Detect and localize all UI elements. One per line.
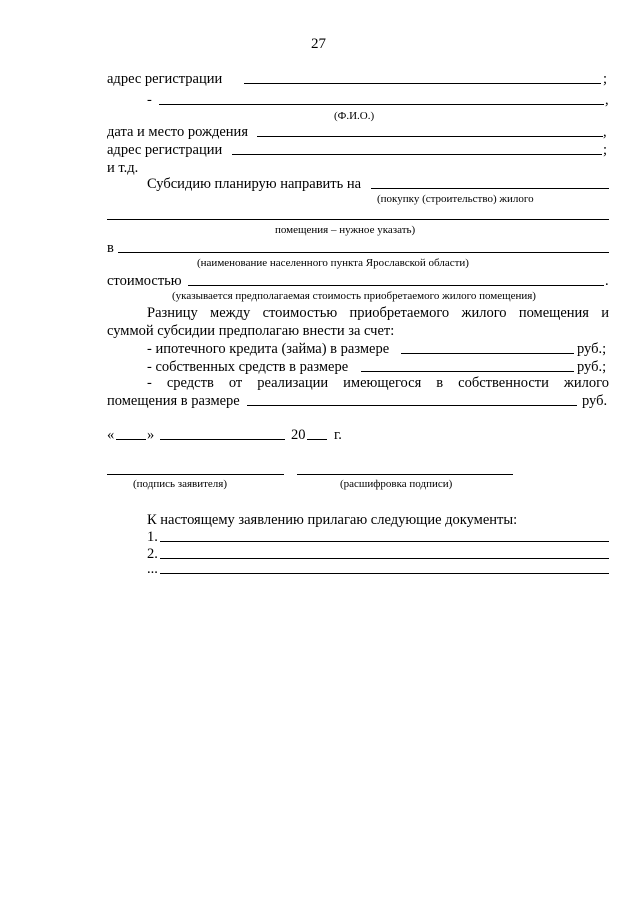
comma: , <box>605 92 609 108</box>
sale-amount-label: помещения в размере <box>107 393 240 409</box>
semicolon: ; <box>603 71 608 87</box>
attachment-number: ... <box>147 561 158 577</box>
family-member-name-field[interactable] <box>159 93 604 105</box>
premises-caption: помещения – нужное указать) <box>275 224 416 236</box>
attachments-intro: К настоящему заявлению прилагаю следующие документы: <box>147 512 518 528</box>
reg-address-field[interactable] <box>244 72 601 84</box>
reg-address-field-2[interactable] <box>232 143 602 155</box>
comma: , <box>603 124 607 140</box>
month-field[interactable] <box>160 428 285 440</box>
birth-label: дата и место рождения <box>107 124 248 140</box>
period: . <box>605 273 609 289</box>
dash-label: - <box>147 92 152 108</box>
year-prefix: 20 <box>291 427 306 443</box>
reg-address-label: адрес регистрации <box>107 71 223 87</box>
year-field[interactable] <box>307 428 327 440</box>
attachment-number: 1. <box>147 529 158 545</box>
locality-caption: (наименование населенного пункта Ярославской области) <box>197 257 469 269</box>
rub-label: руб.; <box>577 359 607 375</box>
mortgage-label: - ипотечного кредита (займа) в размере <box>147 341 390 357</box>
mortgage-amount-field[interactable] <box>401 342 574 354</box>
signature-transcript-field[interactable] <box>297 463 513 475</box>
difference-paragraph-line-2: суммой субсидии предполагаю внести за счет: <box>107 323 395 339</box>
signature-transcript-caption: (расшифровка подписи) <box>340 478 453 490</box>
purchase-caption: (покупку (строительство) жилого <box>377 193 534 205</box>
attachment-number: 2. <box>147 546 158 562</box>
difference-paragraph-line-1: Разницу между стоимостью приобретаемого жилого помещения и <box>147 305 609 321</box>
birth-field[interactable] <box>257 125 603 137</box>
attachment-field[interactable] <box>160 562 609 574</box>
own-funds-label: - собственных средств в размере <box>147 359 349 375</box>
subsidy-label: Субсидию планирую направить на <box>147 176 362 192</box>
cost-label: стоимостью <box>107 273 182 289</box>
cost-caption: (указывается предполагаемая стоимость приобретаемого жилого помещения) <box>172 290 536 302</box>
day-field[interactable] <box>116 428 146 440</box>
applicant-signature-field[interactable] <box>107 463 284 475</box>
semicolon: ; <box>603 142 608 158</box>
cost-field[interactable] <box>188 274 604 286</box>
fio-caption: (Ф.И.О.) <box>334 110 375 122</box>
open-quote: « <box>107 427 115 443</box>
year-suffix: г. <box>334 427 342 443</box>
rub-label: руб. <box>582 393 608 409</box>
etc-label: и т.д. <box>107 160 139 176</box>
own-funds-amount-field[interactable] <box>361 360 574 372</box>
reg-address-label-2: адрес регистрации <box>107 142 223 158</box>
applicant-signature-caption: (подпись заявителя) <box>133 478 228 490</box>
attachment-field[interactable] <box>160 530 609 542</box>
page-number: 27 <box>311 36 326 52</box>
locality-field[interactable] <box>118 241 609 253</box>
subsidy-purpose-field[interactable] <box>371 177 609 189</box>
sale-amount-field[interactable] <box>247 394 577 406</box>
rub-label: руб.; <box>577 341 607 357</box>
in-label: в <box>107 240 114 256</box>
attachment-field[interactable] <box>160 547 609 559</box>
subsidy-purpose-field-2[interactable] <box>107 208 609 220</box>
sale-paragraph-line-1: - средств от реализации имеющегося в собственности жилого <box>147 375 609 391</box>
close-quote: » <box>147 427 155 443</box>
